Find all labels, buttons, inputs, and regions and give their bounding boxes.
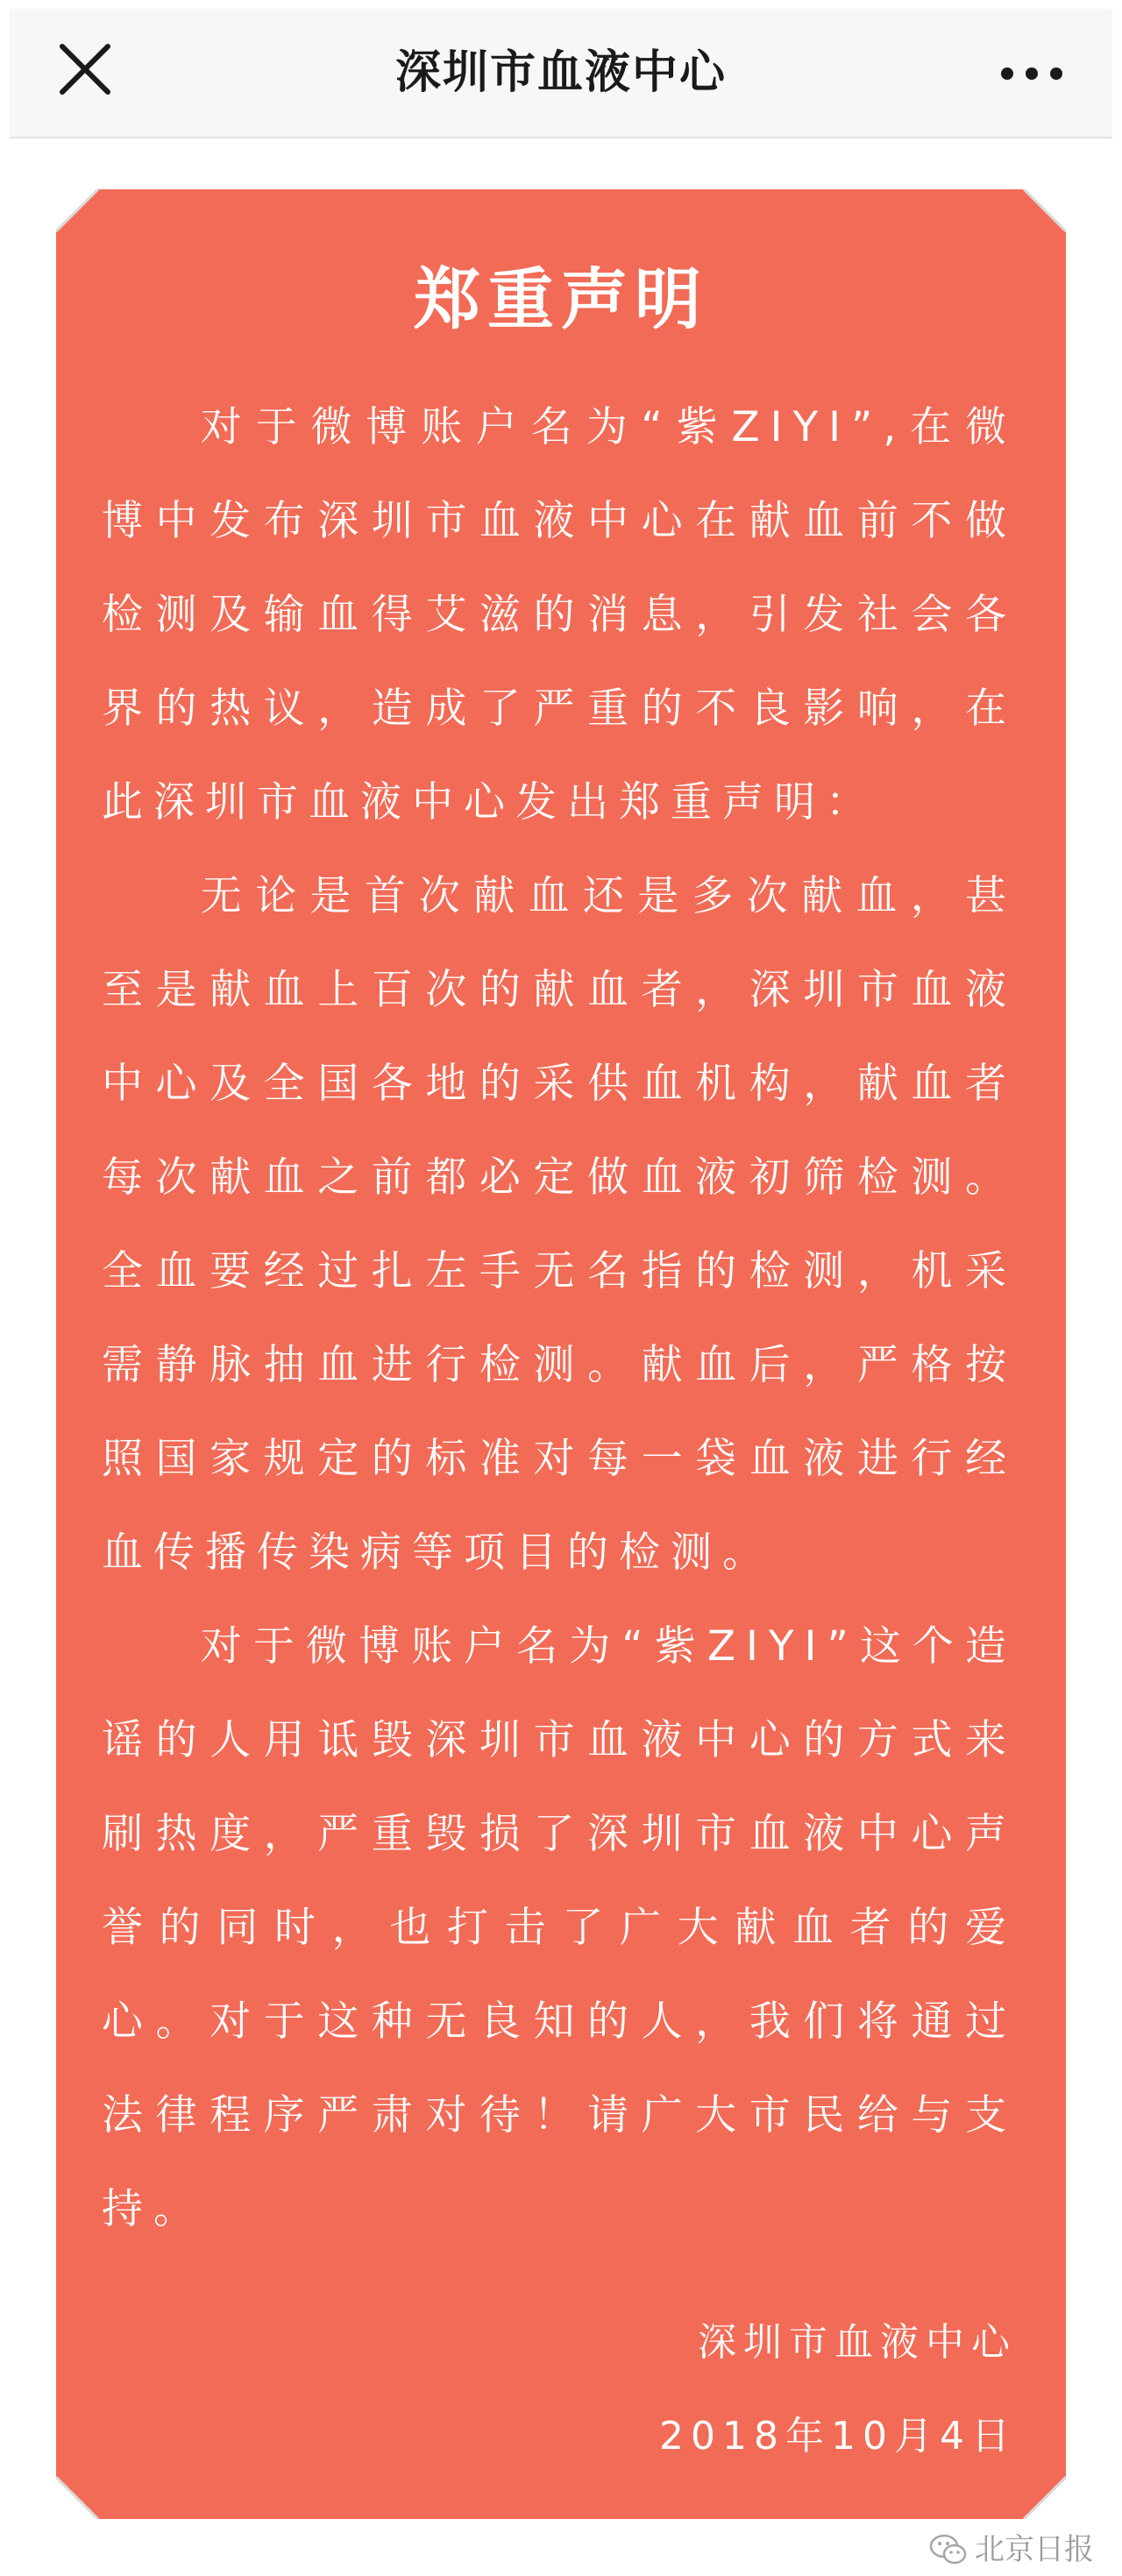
paragraph: 无论是首次献血还是多次献血，甚至是献血上百次的献血者，深圳市血液中心及全国各地的采供血机构，献血者每次献血之前都必定做血液初筛检测。全血要经过扎左手无名指的检测，机采需静脉抽血进行检测。献血后，严格按照国家规定的标准对每一袋血液进行经血传播传染病等项目的检测。: [102, 872, 1017, 1577]
paragraph: 对于微博账户名为“紫ZIYI”,在微博中发布深圳市血液中心在献血前不做检测及输血得艾滋的消息，引发社会各界的热议，造成了严重的不良影响，在此深圳市血液中心发出郑重声明：: [102, 403, 1017, 827]
top-nav-bar: [10, 9, 1112, 138]
signature-date: 2018年10月4日: [659, 2414, 1017, 2459]
paragraph: 对于微博账户名为“紫ZIYI”这个造谣的人用诋毁深圳市血液中心的方式来刷热度，严重毁损了深圳市血液中心声誉的同时，也打击了广大献血者的爱心。对于这种无良知的人，我们将通过法律程序严肃对待！请广大市民给与支持。: [102, 1622, 1017, 2233]
corner-decoration-top-left: [56, 189, 109, 242]
signature-block: [228, 2296, 1017, 2483]
signature-organization: 深圳市血液中心: [698, 2320, 1017, 2365]
announcement-title: 郑重声明: [414, 260, 708, 338]
announcement-body: [102, 380, 1017, 2256]
corner-decoration-top-right: [1013, 189, 1066, 242]
announcement-poster: [56, 189, 1066, 2519]
wechat-icon: [929, 2532, 968, 2567]
corner-decoration-bottom-left: [56, 2466, 109, 2519]
more-dots-icon: [990, 47, 1077, 100]
page-title: 深圳市血液中心: [394, 46, 727, 99]
watermark-text: 北京日报: [975, 2532, 1094, 2567]
more-options-button[interactable]: [990, 47, 1077, 100]
corner-decoration-bottom-right: [1013, 2466, 1066, 2519]
source-watermark: [929, 2528, 1094, 2572]
